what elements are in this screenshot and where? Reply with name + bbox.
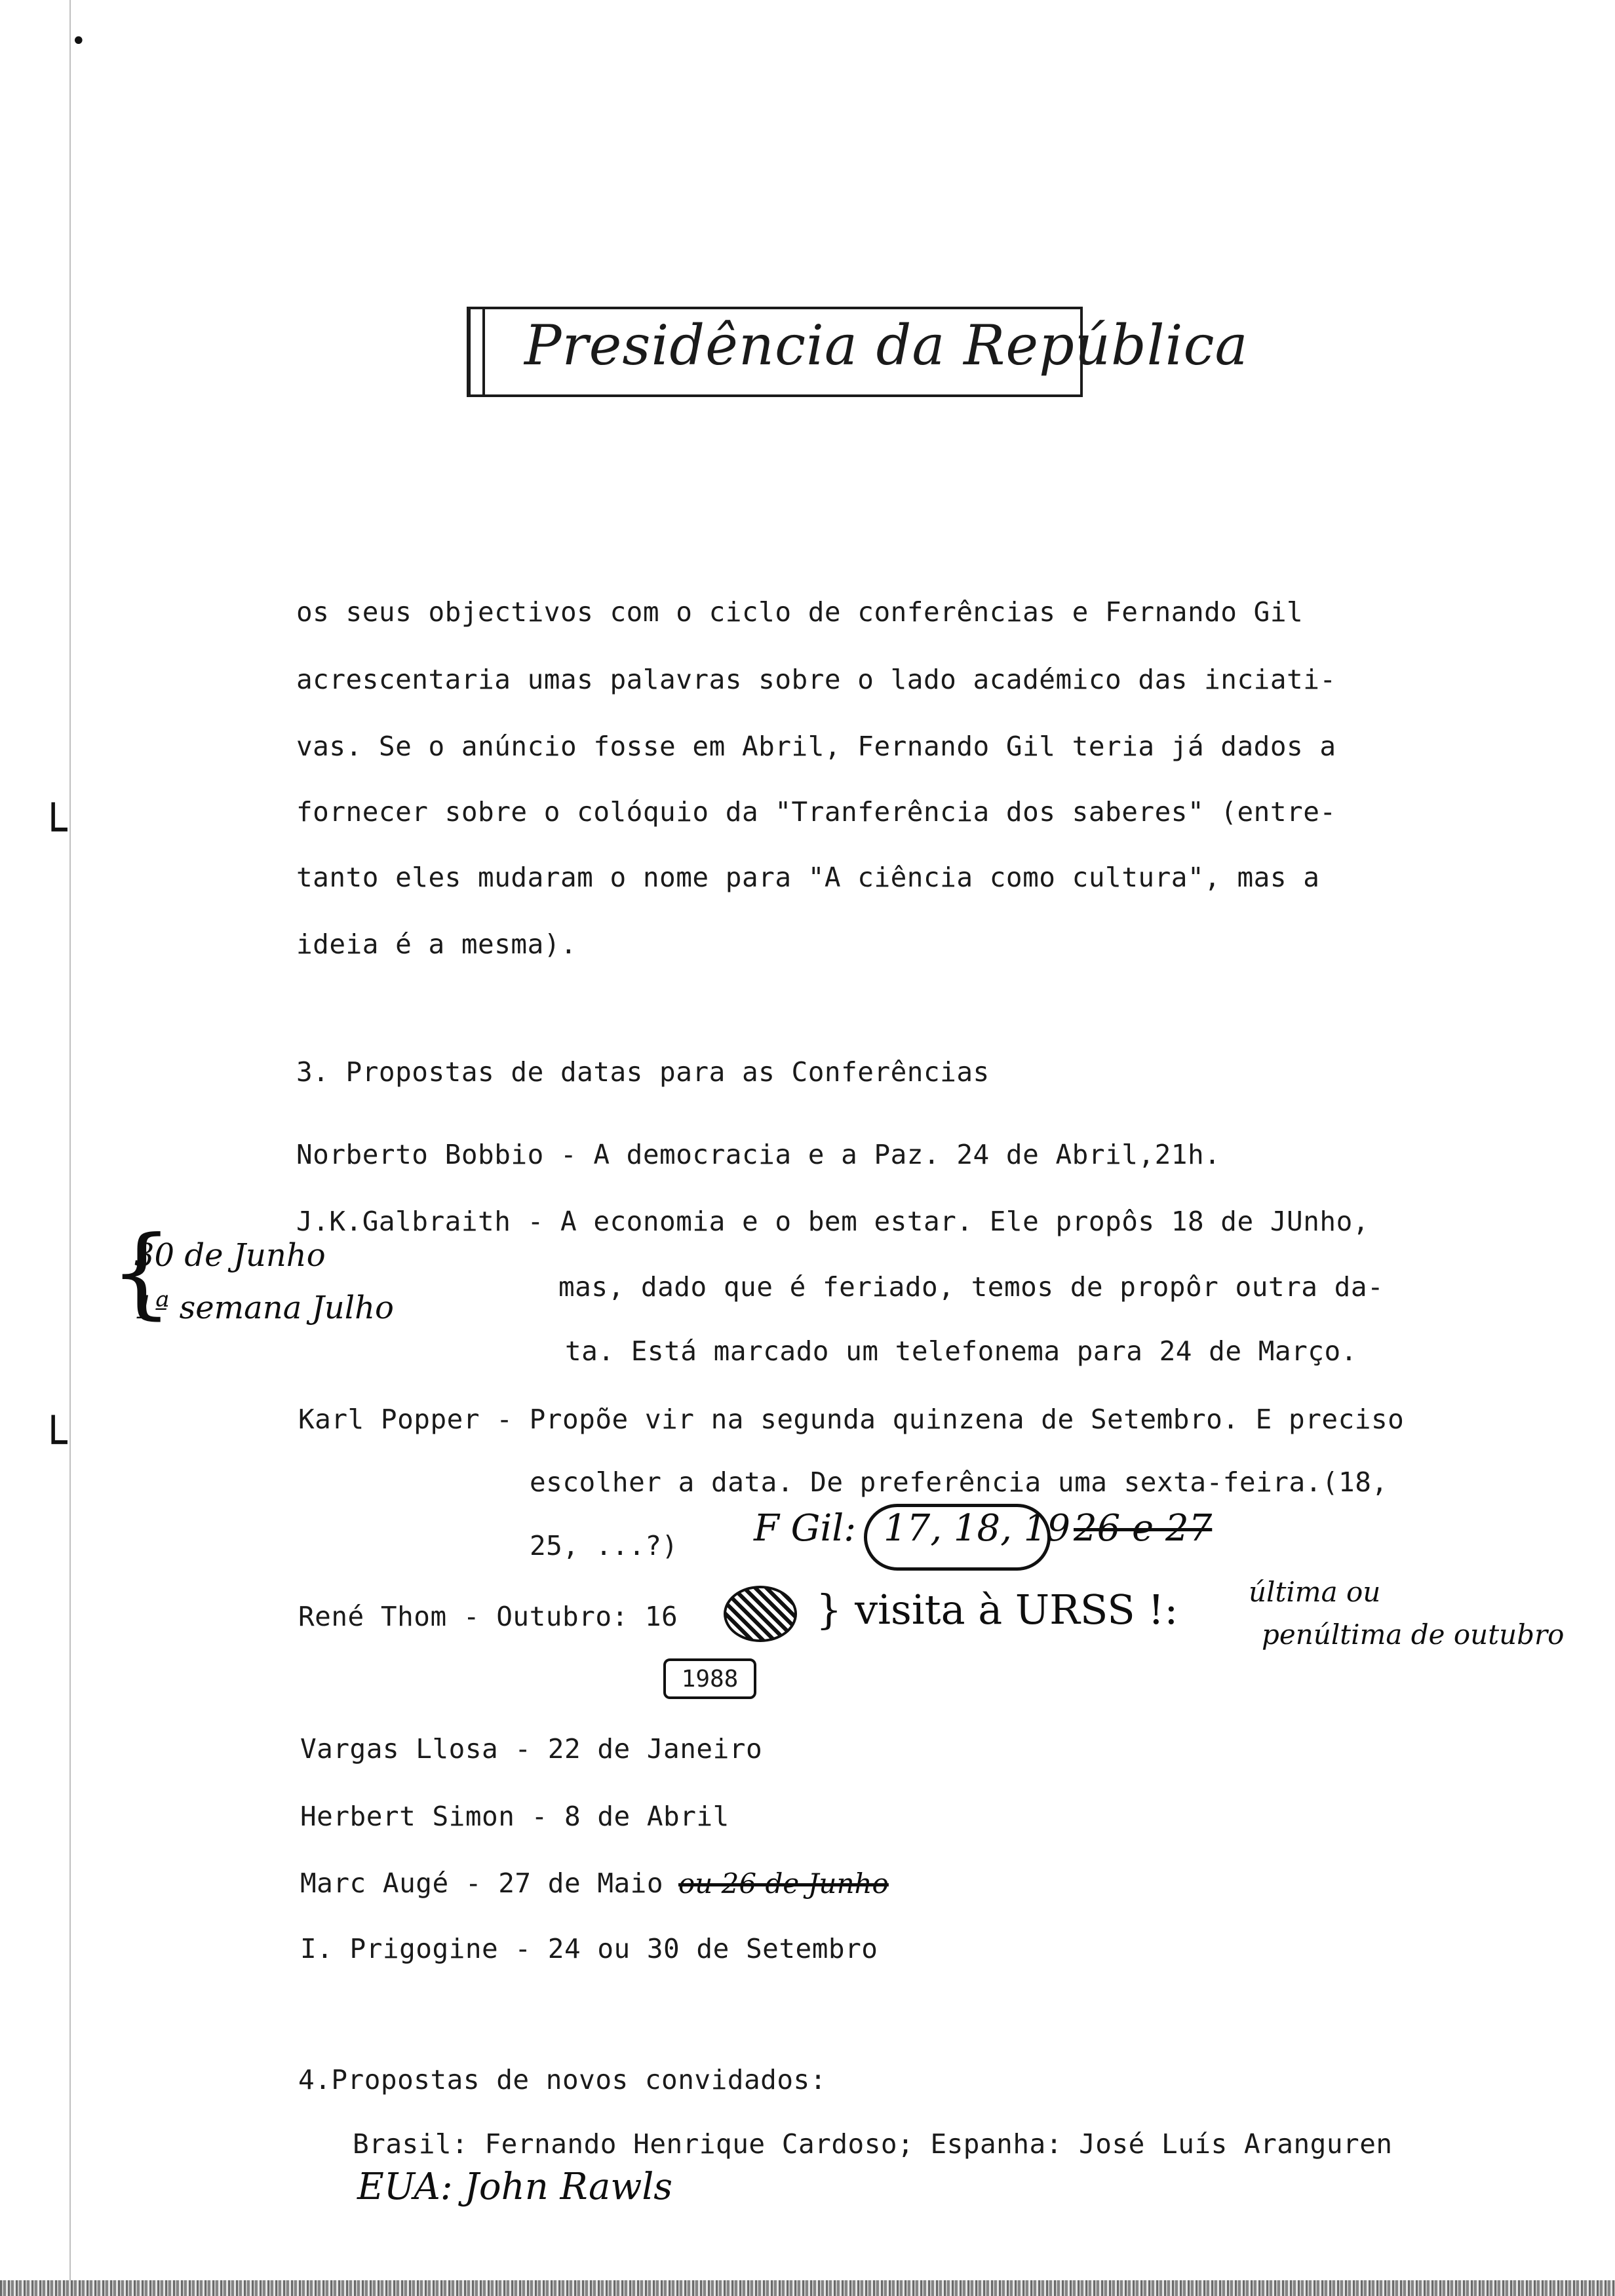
margin-bracket-mark: └ [39,803,68,856]
handwritten-note: 30 de Junho [134,1237,326,1274]
popper-line: escolher a data. De preferência uma sexta-feira.(18, [530,1466,1388,1498]
paragraph-line: tanto eles mudaram o nome para "A ciência como cultura", mas a [296,862,1320,893]
thom-line: René Thom - Outubro: 16 [298,1601,678,1632]
simon-line: Herbert Simon - 8 de Abril [300,1801,730,1832]
page-edge-line [69,0,71,2296]
section-3-heading: 3. Propostas de datas para as Conferências [296,1056,990,1088]
bobbio-line: Norberto Bobbio - A democracia e a Paz. 24 de Abril,21h. [296,1139,1221,1170]
galbraith-line: J.K.Galbraith - A economia e o bem estar. Ele propôs 18 de JUnho, [296,1206,1369,1237]
guest-line: Brasil: Fernando Henrique Cardoso; Espanha: José Luís Aranguren [353,2128,1393,2160]
handwritten-guest: EUA: John Rawls [357,2166,672,2208]
handwritten-dates: 17, 18, 19 [884,1507,1070,1550]
paragraph-line: vas. Se o anúncio fosse em Abril, Fernando Gil teria já dados a [296,731,1336,762]
scribbled-out-text [724,1586,797,1642]
handwritten-note: última ou [1249,1576,1381,1608]
year-box: 1988 [663,1658,756,1699]
struck-dates: 26 e 27 [1074,1507,1213,1550]
handwritten-note: 1ª semana Julho [134,1290,394,1326]
auge-line: Marc Augé - 27 de Maio [300,1867,664,1899]
letterhead-title: Presidência da República [524,313,1249,377]
section-4-heading: 4.Propostas de novos convidados: [298,2064,827,2095]
handwritten-brace: { [110,1215,173,1330]
struck-text: ou 26 de Junho [678,1867,889,1900]
margin-bracket-mark: └ [39,1415,68,1469]
handwritten-visita: } visita à URSS !: [816,1586,1178,1634]
paragraph-line: acrescentaria umas palavras sobre o lado académico das inciati- [296,664,1336,695]
galbraith-line: mas, dado que é feriado, temos de propôr outra da- [558,1271,1384,1303]
paragraph-line: ideia é a mesma). [296,928,577,960]
margin-dot: • [71,26,87,56]
handwritten-note: penúltima de outubro [1262,1618,1565,1651]
scan-edge-noise [0,2280,1615,2296]
galbraith-line: ta. Está marcado um telefonema para 24 de Março. [565,1335,1357,1367]
prigogine-line: I. Prigogine - 24 ou 30 de Setembro [300,1933,878,1964]
popper-line: Karl Popper - Propõe vir na segunda quinzena de Setembro. E preciso [298,1404,1405,1435]
popper-line: 25, ...?) [530,1530,678,1561]
handwritten-fgil-label: F Gil: [754,1507,857,1550]
llosa-line: Vargas Llosa - 22 de Janeiro [300,1733,763,1765]
paragraph-line: os seus objectivos com o ciclo de conferências e Fernando Gil [296,596,1304,628]
paragraph-line: fornecer sobre o colóquio da "Tranferência dos saberes" (entre- [296,796,1336,828]
